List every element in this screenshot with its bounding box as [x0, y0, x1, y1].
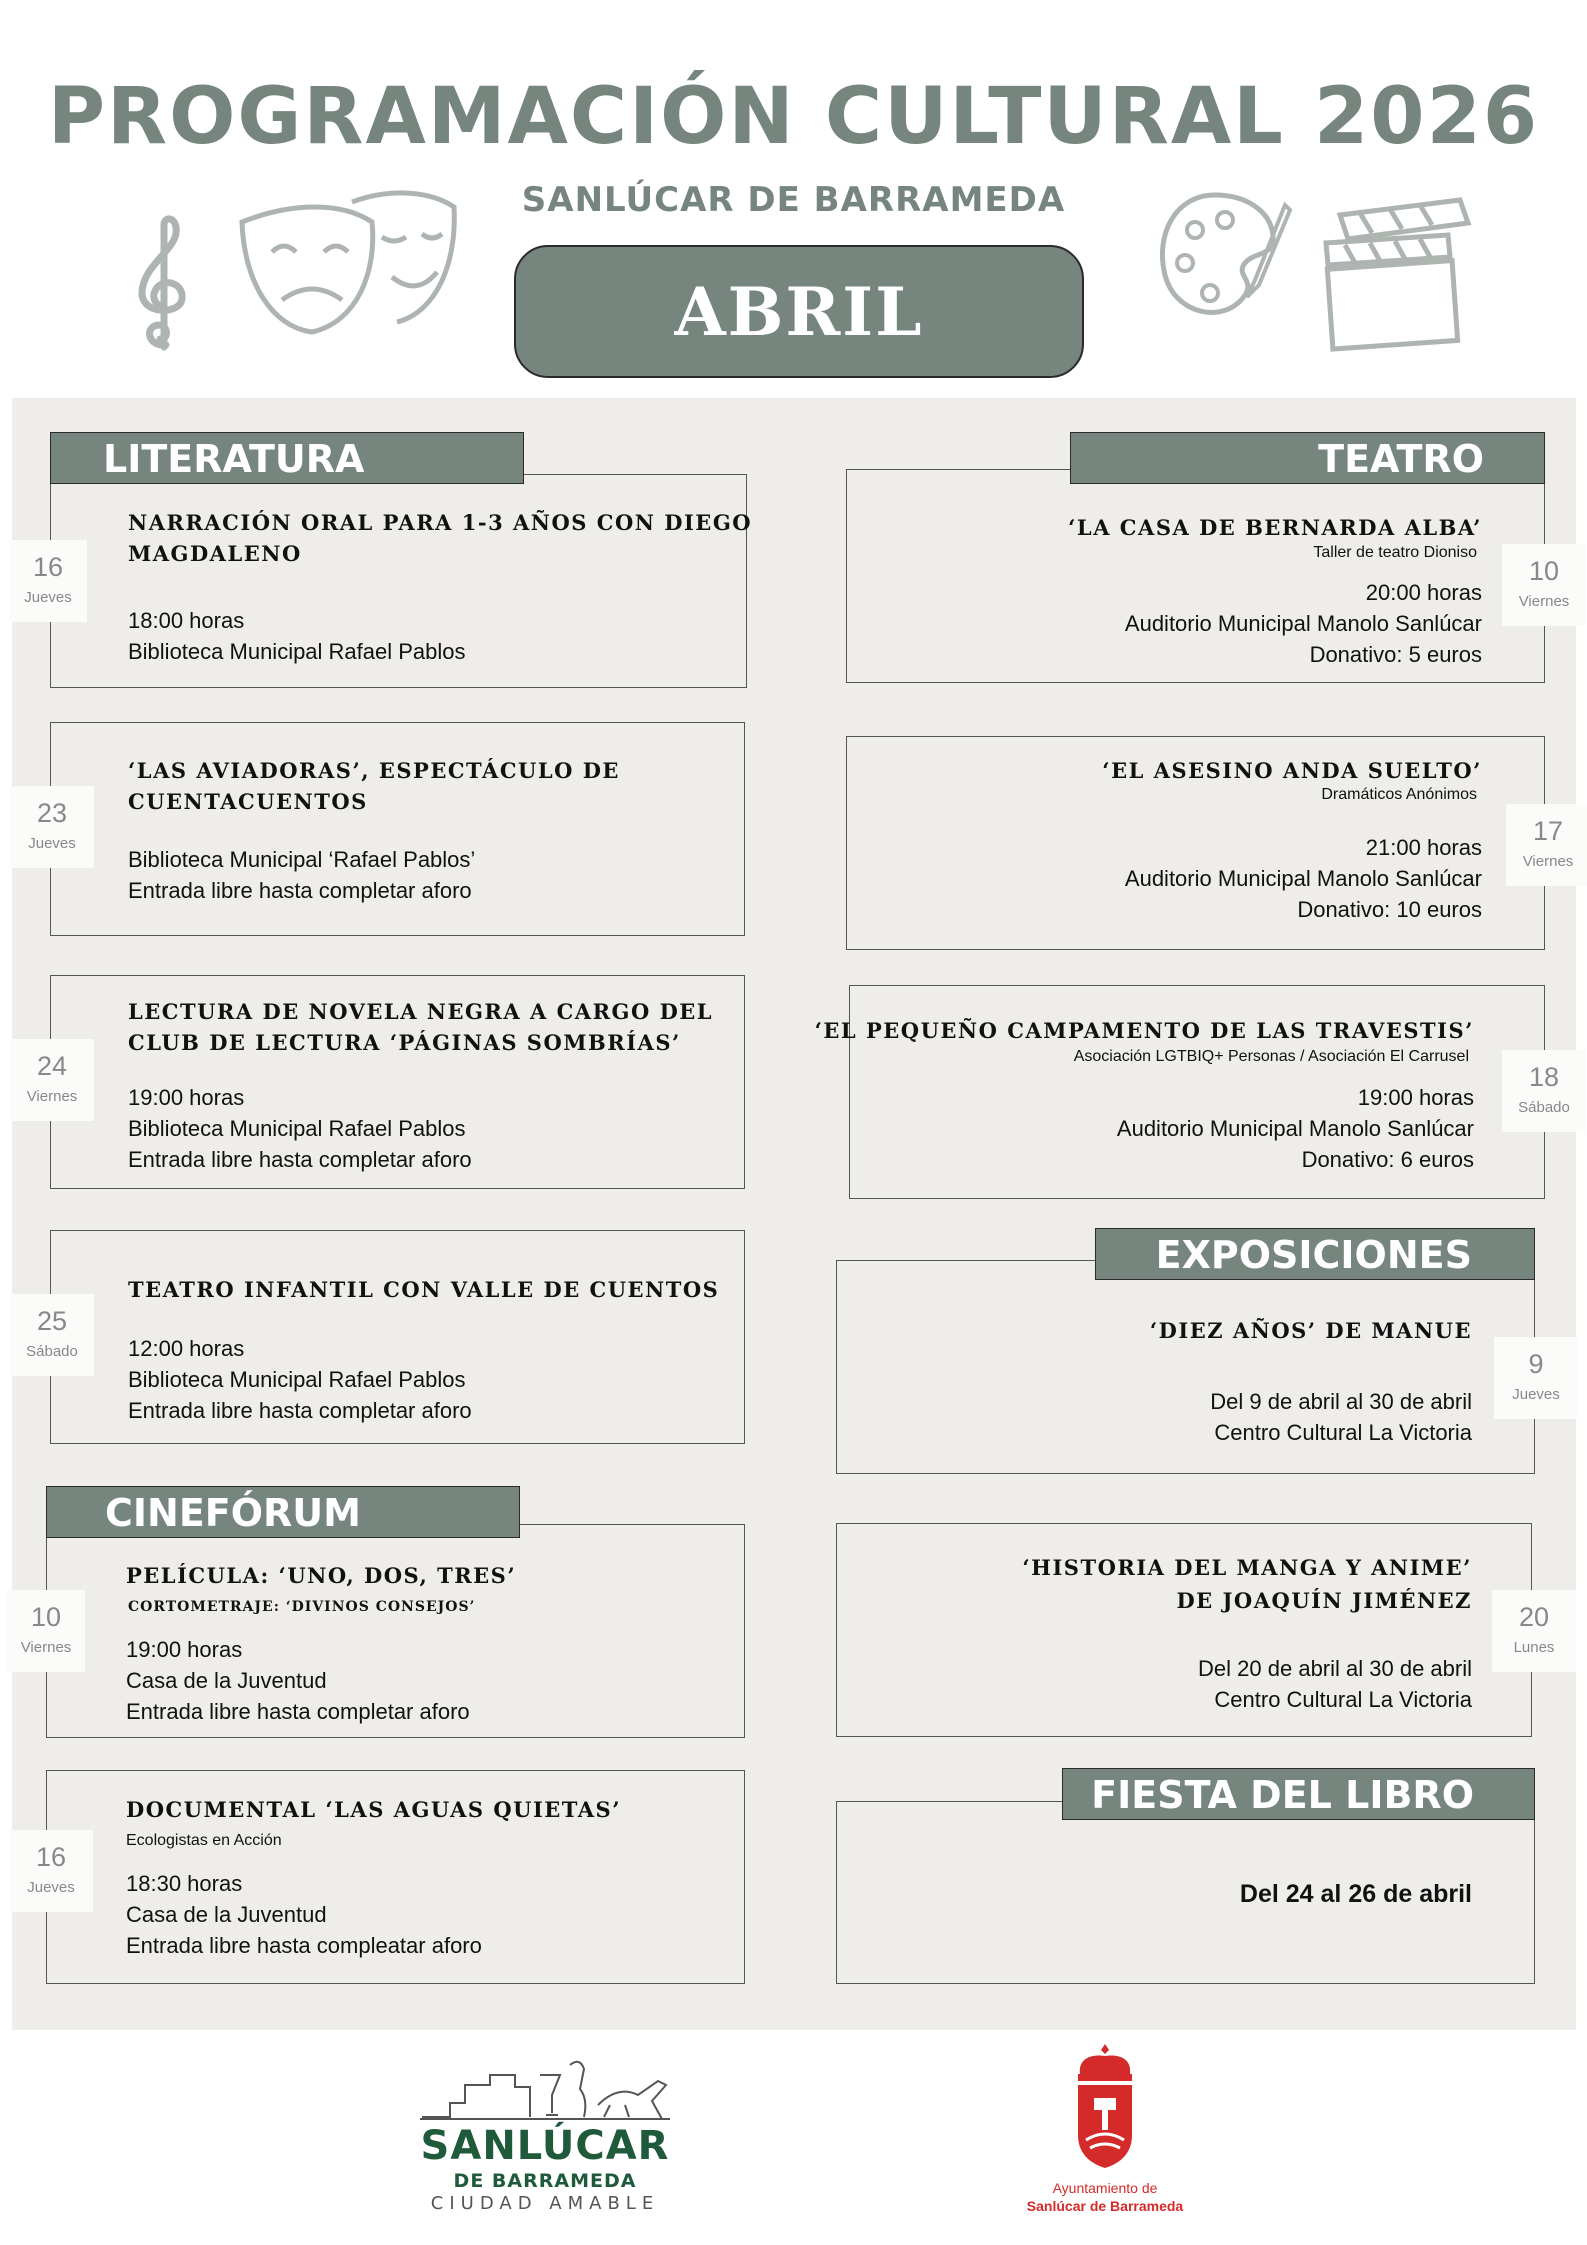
event-title: ‘LA CASA DE BERNARDA ALBA’ [1068, 515, 1482, 540]
coat-of-arms-icon [1068, 2040, 1142, 2170]
section-header-literatura [50, 432, 524, 484]
event-time: 18:00 horas [128, 608, 245, 633]
month-label: ABRIL [674, 272, 924, 351]
day-number: 24 [36, 1051, 68, 1081]
event-time: 20:00 horas [1365, 580, 1482, 605]
event-time: 19:00 horas [126, 1637, 243, 1662]
day-name: Jueves [24, 589, 72, 606]
event-title: ‘EL ASESINO ANDA SUELTO’ [1102, 758, 1482, 783]
event-time: 19:00 horas [128, 1085, 245, 1110]
paint-palette-icon [1155, 185, 1295, 335]
event-title: LECTURA DE NOVELA NEGRA A CARGO DEL [128, 999, 714, 1024]
event-access: Entrada libre hasta compleatar aforo [126, 1933, 482, 1958]
date-badge [7, 1590, 85, 1672]
day-name: Viernes [1522, 853, 1574, 870]
date-badge [1502, 1050, 1586, 1132]
day-number: 18 [1528, 1062, 1560, 1092]
date-badge [1494, 1337, 1578, 1419]
day-name: Viernes [26, 1088, 78, 1105]
section-label: LITERATURA [103, 437, 365, 481]
event-access: Entrada libre hasta completar aforo [128, 1398, 472, 1423]
event-dates: Del 20 de abril al 30 de abril [1198, 1656, 1472, 1681]
section-header-fiesta [1062, 1768, 1535, 1820]
ayuntamiento-line-1: Ayuntamiento de [1052, 2180, 1158, 2196]
day-name: Jueves [28, 835, 76, 852]
event-title: PELÍCULA: ‘UNO, DOS, TRES’ [126, 1563, 517, 1588]
section-header-exposiciones [1095, 1228, 1535, 1280]
event-title: MAGDALENO [128, 541, 302, 566]
day-name: Viernes [20, 1639, 72, 1656]
day-number: 25 [36, 1306, 68, 1336]
section-header-cineforum [46, 1486, 520, 1538]
day-number: 16 [32, 552, 64, 582]
event-organizer: Taller de teatro Dioniso [1313, 544, 1477, 561]
section-label: FIESTA DEL LIBRO [1091, 1773, 1474, 1817]
event-title: ‘HISTORIA DEL MANGA Y ANIME’ [1022, 1555, 1472, 1580]
ayuntamiento-logo [1000, 2040, 1210, 2220]
section-header-teatro [1070, 432, 1545, 484]
day-number: 17 [1532, 816, 1564, 846]
event-venue: Auditorio Municipal Manolo Sanlúcar [1116, 1116, 1474, 1141]
event-access: Entrada libre hasta completar aforo [128, 1147, 472, 1172]
date-badge [10, 786, 94, 868]
event-venue: Auditorio Municipal Manolo Sanlúcar [1124, 611, 1482, 636]
ayuntamiento-line-2: Sanlúcar de Barrameda [1026, 2198, 1184, 2214]
event-organizer: Ecologistas en Acción [126, 1832, 282, 1849]
day-number: 20 [1518, 1602, 1550, 1632]
event-access: Entrada libre hasta completar aforo [128, 878, 472, 903]
event-venue: Biblioteca Municipal Rafael Pablos [128, 1116, 466, 1141]
date-badge [1502, 544, 1586, 626]
section-label: TEATRO [1318, 437, 1484, 481]
event-venue: Biblioteca Municipal Rafael Pablos [128, 1367, 466, 1392]
event-venue: Casa de la Juventud [126, 1668, 327, 1693]
event-subtitle: CORTOMETRAJE: ‘DIVINOS CONSEJOS’ [128, 1599, 476, 1615]
sanlucar-ciudad-amable-logo [400, 2055, 690, 2215]
section-label: EXPOSICIONES [1155, 1233, 1472, 1277]
event-title: ‘LAS AVIADORAS’, ESPECTÁCULO DE [128, 758, 620, 783]
page-subtitle: SANLÚCAR DE BARRAMEDA [521, 180, 1066, 220]
day-number: 16 [35, 1842, 67, 1872]
logo-line-2: DE BARRAMEDA [453, 2170, 637, 2192]
date-badge [1492, 1590, 1576, 1672]
event-venue: Biblioteca Municipal Rafael Pablos [128, 639, 466, 664]
event-title: ‘EL PEQUEÑO CAMPAMENTO DE LAS TRAVESTIS’ [814, 1018, 1474, 1043]
event-venue: Centro Cultural La Victoria [1214, 1420, 1472, 1445]
month-banner [514, 245, 1084, 378]
date-badge [9, 1830, 93, 1912]
event-organizer: Dramáticos Anónimos [1321, 786, 1477, 803]
section-label: CINEFÓRUM [105, 1491, 361, 1535]
event-venue: Auditorio Municipal Manolo Sanlúcar [1124, 866, 1482, 891]
treble-clef-icon [128, 215, 198, 355]
event-dates: Del 24 al 26 de abril [1239, 1880, 1472, 1908]
event-time: 21:00 horas [1365, 835, 1482, 860]
event-time: 19:00 horas [1357, 1085, 1474, 1110]
day-number: 10 [30, 1602, 62, 1632]
date-badge [10, 1294, 94, 1376]
clapperboard-icon [1320, 195, 1480, 355]
day-name: Sábado [26, 1343, 78, 1360]
page-title: PROGRAMACIÓN CULTURAL 2026 [47, 72, 1540, 162]
day-name: Jueves [1512, 1386, 1560, 1403]
event-dates: Del 9 de abril al 30 de abril [1210, 1389, 1472, 1414]
event-organizer: Asociación LGTBIQ+ Personas / Asociación El Carrusel [1073, 1048, 1469, 1065]
skyline-icon [420, 2055, 670, 2120]
event-title: CUENTACUENTOS [128, 789, 368, 814]
date-badge [9, 540, 87, 622]
day-name: Viernes [1518, 593, 1570, 610]
event-time: 18:30 horas [126, 1871, 243, 1896]
event-title: DOCUMENTAL ‘LAS AGUAS QUIETAS’ [126, 1797, 622, 1822]
event-title: DE JOAQUÍN JIMÉNEZ [1176, 1588, 1472, 1613]
logo-line-1: SANLÚCAR [420, 2123, 670, 2169]
event-venue: Centro Cultural La Victoria [1214, 1687, 1472, 1712]
day-name: Sábado [1518, 1099, 1570, 1116]
day-number: 10 [1528, 556, 1560, 586]
event-title: ‘DIEZ AÑOS’ DE MANUE [1149, 1318, 1472, 1343]
event-price: Donativo: 10 euros [1297, 897, 1482, 922]
theater-masks-icon [232, 182, 462, 352]
day-name: Lunes [1513, 1639, 1555, 1656]
day-name: Jueves [27, 1879, 75, 1896]
day-number: 23 [36, 798, 68, 828]
event-title: NARRACIÓN ORAL PARA 1-3 AÑOS CON DIEGO [128, 510, 753, 535]
date-badge [1506, 804, 1587, 886]
logo-line-3: CIUDAD AMABLE [430, 2193, 660, 2214]
day-number: 9 [1528, 1349, 1544, 1379]
event-venue: Casa de la Juventud [126, 1902, 327, 1927]
event-price: Donativo: 5 euros [1309, 642, 1482, 667]
event-title: TEATRO INFANTIL CON VALLE DE CUENTOS [128, 1277, 720, 1302]
event-time: 12:00 horas [128, 1336, 245, 1361]
event-access: Entrada libre hasta completar aforo [126, 1699, 470, 1724]
event-price: Donativo: 6 euros [1301, 1147, 1474, 1172]
event-venue: Biblioteca Municipal ‘Rafael Pablos’ [128, 847, 476, 872]
date-badge [10, 1039, 94, 1121]
event-title: CLUB DE LECTURA ‘PÁGINAS SOMBRÍAS’ [128, 1030, 681, 1055]
